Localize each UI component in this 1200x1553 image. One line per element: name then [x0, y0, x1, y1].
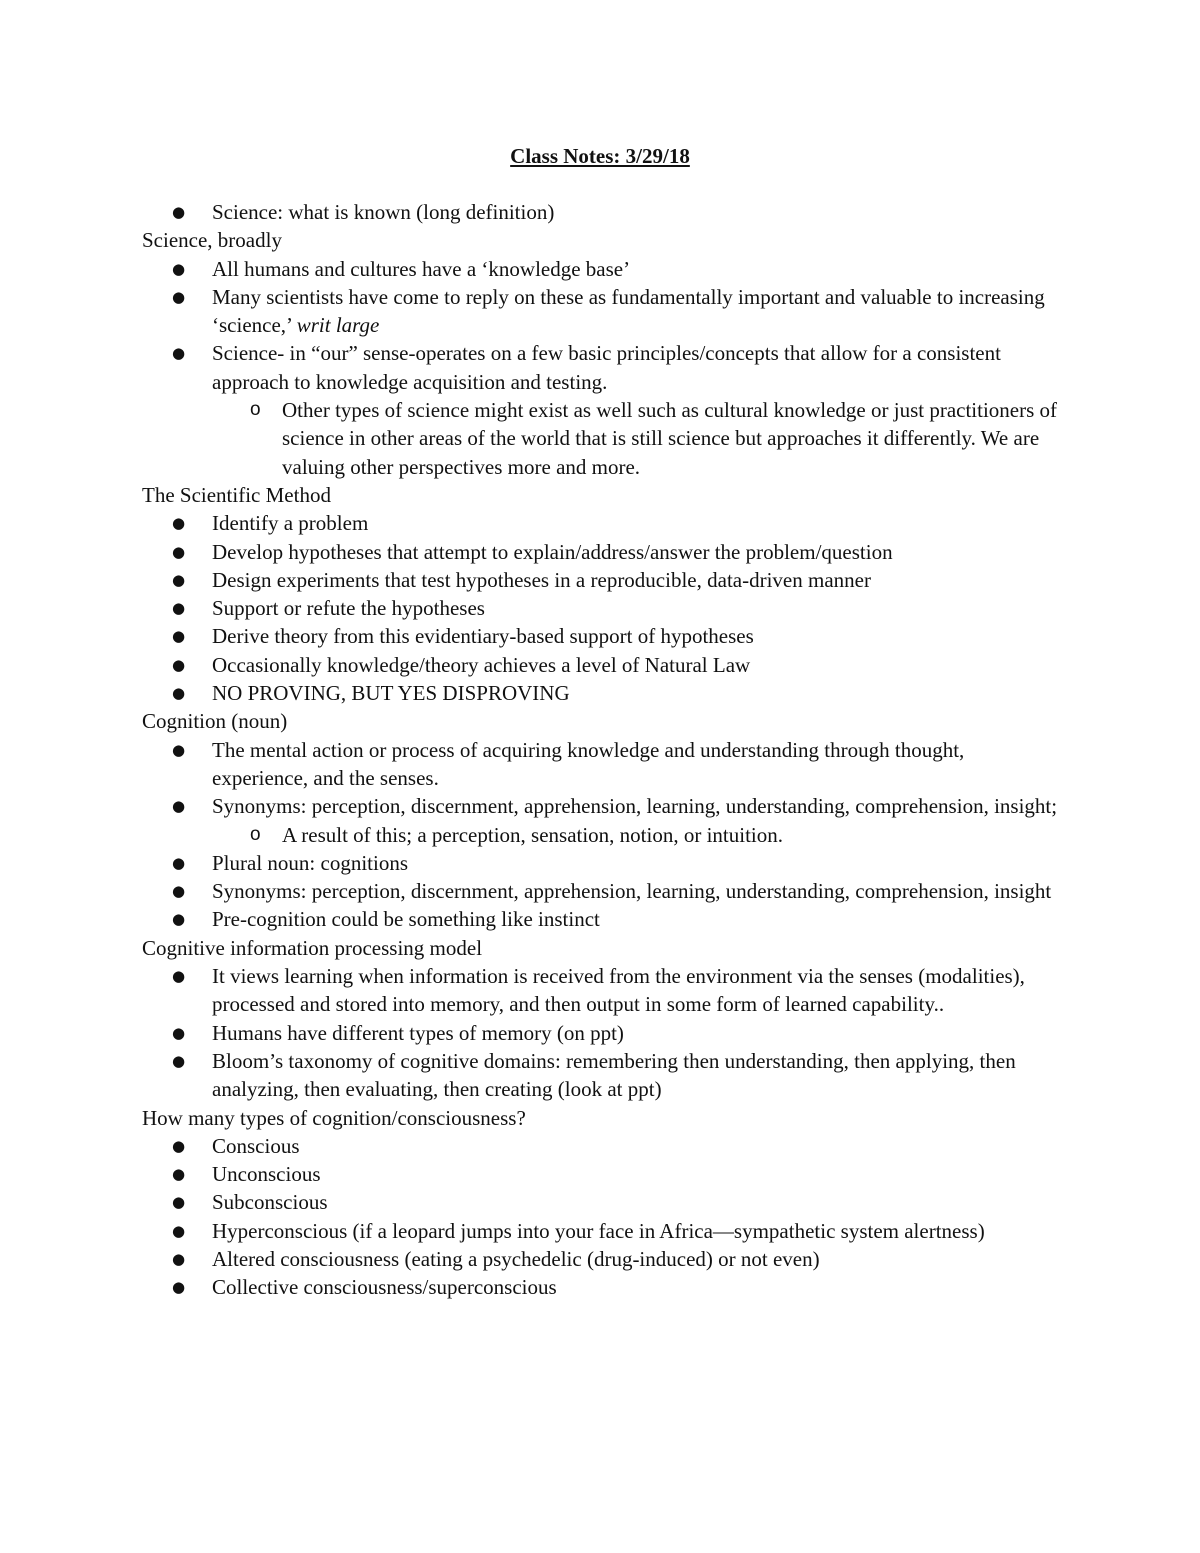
list-item: ● Synonyms: perception, discernment, apprehension, learning, understanding, comprehension, insight; o A result of this; a perception, sensation, notion, or intuition. — [142, 792, 1062, 849]
list-item: ● Pre-cognition could be something like instinct — [142, 905, 1062, 933]
list-item: ● Science: what is known (long definition) — [142, 198, 1062, 226]
cognition-list — [142, 736, 1062, 934]
cip-model-list — [142, 962, 1062, 1103]
bullet-icon: ● — [172, 1023, 186, 1042]
notes-body — [142, 198, 1062, 1302]
bullet-icon: ● — [172, 1051, 186, 1070]
list-item: ● The mental action or process of acquiring knowledge and understanding through thought, experience, and the senses. — [172, 737, 965, 790]
section-heading-cognition: Cognition (noun) — [142, 709, 288, 734]
list-item: ● All humans and cultures have a ‘knowledge base’ — [142, 255, 1062, 283]
sub-bullet-icon: o — [250, 823, 261, 845]
list-item: ● NO PROVING, BUT YES DISPROVING — [142, 679, 1062, 707]
bullet-icon: ● — [172, 627, 186, 646]
list-item: ● It views learning when information is received from the environment via the senses (modalities), processed and stored into memory, and then output in some form of learned capability.. — [172, 964, 1025, 1017]
list-item: ● Altered consciousness (eating a psychedelic (drug-induced) or not even) — [142, 1245, 1062, 1273]
bullet-icon: ● — [172, 599, 186, 618]
bullet-icon: ● — [172, 797, 186, 816]
consciousness-list — [142, 1132, 1062, 1302]
list-item: ● Hyperconscious (if a leopard jumps into your face in Africa—sympathetic system alertness) — [142, 1217, 1062, 1245]
list-item: ● Bloom’s taxonomy of cognitive domains: remembering then understanding, then applying, then analyzing, then evaluating, then creating (look at ppt) — [172, 1048, 1016, 1102]
bullet-icon: ● — [172, 514, 186, 533]
section-heading-consciousness: How many types of cognition/consciousness? — [142, 1105, 526, 1130]
list-item: ● Design experiments that test hypotheses in a reproducible, data-driven manner — [142, 566, 1062, 594]
sub-bullet-icon: o — [250, 399, 261, 421]
scientific-method-list — [142, 509, 1062, 707]
bullet-icon: ● — [172, 570, 186, 589]
bullet-icon: ● — [172, 1193, 186, 1212]
bullet-icon: ● — [172, 910, 186, 929]
bullet-icon: ● — [172, 1278, 186, 1297]
bullet-icon: ● — [172, 882, 186, 901]
list-item: ● Synonyms: perception, discernment, apprehension, learning, understanding, comprehension, insight — [142, 877, 1062, 905]
sub-list-item: o Other types of science might exist as well such as cultural knowledge or just practitioners of science in other areas of the world that is still science but approaches it differently. We are valuing other perspectives more and more. — [250, 398, 1058, 479]
bullet-icon: ● — [172, 684, 186, 703]
bullet-icon: ● — [172, 655, 186, 674]
section-heading-cip-model: Cognitive information processing model — [142, 935, 483, 960]
sub-list — [212, 821, 1062, 849]
bullet-icon: ● — [172, 1165, 186, 1184]
intro-list — [142, 198, 1062, 226]
list-item: ● Collective consciousness/superconscious — [142, 1273, 1062, 1301]
list-item: ● Develop hypotheses that attempt to explain/address/answer the problem/question — [142, 538, 1062, 566]
page-title: Class Notes: 3/29/18 — [510, 144, 690, 168]
bullet-icon: ● — [172, 259, 186, 278]
bullet-icon: ● — [172, 344, 186, 363]
bullet-icon: ● — [172, 1136, 186, 1155]
science-broadly-list — [142, 255, 1062, 481]
bullet-icon: ● — [172, 740, 186, 759]
list-item: ● Support or refute the hypotheses — [142, 594, 1062, 622]
list-item: ● Conscious — [142, 1132, 1062, 1160]
list-item: ● Humans have different types of memory (on ppt) — [142, 1019, 1062, 1047]
italic-phrase: writ large — [296, 313, 380, 338]
sub-list-item: o A result of this; a perception, sensation, notion, or intuition. — [212, 821, 1062, 849]
bullet-icon: ● — [172, 1221, 186, 1240]
list-item: ● Identify a problem — [142, 509, 1062, 537]
bullet-icon: ● — [172, 203, 186, 221]
bullet-icon: ● — [172, 287, 186, 306]
bullet-icon: ● — [172, 1249, 186, 1268]
list-item: ● Unconscious — [142, 1160, 1062, 1188]
list-item: ● Occasionally knowledge/theory achieves a level of Natural Law — [142, 651, 1062, 679]
section-heading-science-broadly: Science, broadly — [142, 228, 282, 253]
list-item: ● Many scientists have come to reply on these as fundamentally important and valuable to increasing ‘science,’ writ large — [172, 284, 1045, 338]
bullet-icon: ● — [172, 967, 186, 986]
list-item: ● Subconscious — [142, 1188, 1062, 1216]
list-item: ● Science- in “our” sense-operates on a few basic principles/concepts that allow for a consistent approach to knowledge acquisition and testing. o Other types of science might exist as well such as cultural knowledge or just practitioners of science in other areas of the world that is still science but approaches it differently. We are valuing other perspectives more and more. — [142, 339, 1062, 480]
section-heading-scientific-method: The Scientific Method — [142, 482, 331, 507]
bullet-icon: ● — [172, 853, 186, 872]
sub-list — [212, 396, 1062, 481]
list-item: ● Derive theory from this evidentiary-based support of hypotheses — [142, 622, 1062, 650]
list-item: ● Plural noun: cognitions — [142, 849, 1062, 877]
bullet-icon: ● — [172, 542, 186, 561]
